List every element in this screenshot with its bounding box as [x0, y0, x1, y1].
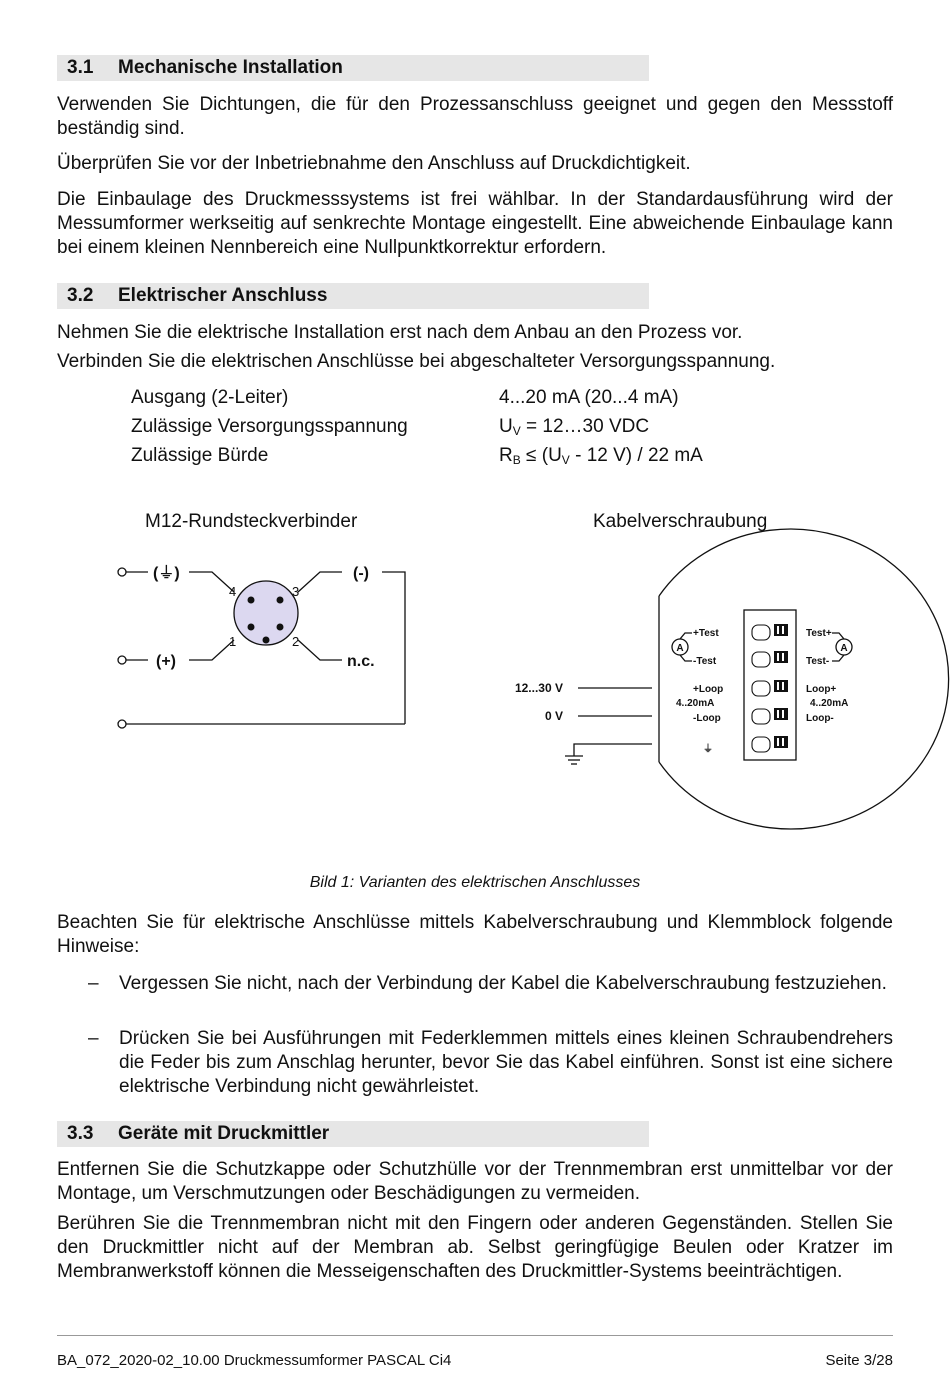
- paragraph: Verwenden Sie Dichtungen, die für den Prozessanschluss geeignet und gegen den Messstoff beständig sind.: [57, 94, 893, 139]
- pin-label-minus: (-): [353, 565, 369, 582]
- paragraph: Beachten Sie für elektrische Anschlüsse mittels Kabelverschraubung und Klemmblock folgende Hinweise:: [57, 912, 893, 957]
- pin-number: 4: [229, 584, 237, 599]
- section-number: 3.2: [67, 285, 94, 306]
- footer-divider: [57, 1335, 893, 1336]
- figure-caption-left: M12-Rundsteckverbinder: [145, 511, 358, 532]
- pin-label-plus: (+): [156, 653, 176, 670]
- terminal-dot: [118, 656, 126, 664]
- pin-number: 3: [292, 584, 300, 599]
- terminal-label: Loop-: [806, 713, 834, 724]
- footer-doc: BA_072_2020-02_10.00 Druckmessumformer PASCAL Ci4: [57, 1352, 452, 1369]
- paragraph: Die Einbaulage des Druckmesssystems ist frei wählbar. In der Standardausführung wird der Messumformer werkseitig auf senkrechte Montage eingestellt. Eine abweichende Einbaulage kann bei einem kleinen Nennbereich eine Nullpunktkorrektur erfordern.: [57, 189, 893, 258]
- figure-caption-right: Kabelverschraubung: [593, 511, 768, 532]
- paragraph: Nehmen Sie die elektrische Installation erst nach dem Anbau an den Prozess vor.: [57, 322, 743, 343]
- terminal-label: +Loop: [693, 684, 724, 695]
- housing-outline: [659, 529, 949, 829]
- terminal-dot: [118, 568, 126, 576]
- spec-value: $U_V$ = 12…30 VDC: [499, 416, 650, 438]
- terminal-label: 4..20mA: [676, 698, 715, 709]
- pin-number: 2: [292, 634, 300, 649]
- spec-label: Ausgang (2-Leiter): [131, 387, 289, 408]
- paragraph: Verbinden Sie die elektrischen Anschlüsse bei abgeschalteter Versorgungsspannung.: [57, 351, 776, 372]
- section-number: 3.3: [67, 1123, 94, 1144]
- terminal-label: Test-: [806, 656, 830, 667]
- pin-label-earth: (⏚): [153, 565, 180, 582]
- m12-connector: [234, 581, 298, 645]
- ammeter-label: A: [676, 643, 684, 654]
- section-title: Elektrischer Anschluss: [118, 285, 328, 306]
- pin-label-nc: n.c.: [347, 653, 375, 670]
- voltage-label: 0 V: [544, 709, 563, 723]
- footer-page: Seite 3/28: [825, 1352, 893, 1369]
- terminal-label: -Test: [693, 656, 717, 667]
- terminal-dot: [118, 720, 126, 728]
- section-title: Geräte mit Druckmittler: [118, 1123, 330, 1144]
- section-heading-3-3: [57, 1121, 649, 1147]
- ammeter-label: A: [840, 643, 848, 654]
- voltage-label: 12...30 V: [514, 681, 563, 695]
- spec-label: Zulässige Versorgungsspannung: [131, 416, 408, 437]
- terminal-label: Loop+: [806, 684, 837, 695]
- terminal-label: Test+: [806, 628, 832, 639]
- paragraph: Entfernen Sie die Schutzkappe oder Schutzhülle vor der Trennmembran erst unmittelbar vor der Montage, um Verschmutzungen oder Beschädigungen zu vermeiden.: [57, 1159, 893, 1204]
- terminal-label: -Loop: [693, 713, 721, 724]
- terminal-label: +Test: [693, 628, 719, 639]
- pin-number: 1: [229, 634, 237, 649]
- figure-caption: Bild 1: Varianten des elektrischen Anschlusses: [309, 874, 641, 891]
- paragraph: Überprüfen Sie vor der Inbetriebnahme den Anschluss auf Druckdichtigkeit.: [57, 153, 691, 174]
- spec-value: 4...20 mA (20...4 mA): [499, 387, 679, 408]
- spec-label: Zulässige Bürde: [131, 445, 269, 466]
- earth-symbol: ⏚: [703, 744, 713, 755]
- section-number: 3.1: [67, 57, 94, 78]
- section-title: Mechanische Installation: [118, 57, 343, 78]
- terminal-label: 4..20mA: [810, 698, 849, 709]
- spec-value: $R_B \le (U_V - 12$ V) / 22 mA: [499, 445, 703, 467]
- paragraph: Berühren Sie die Trennmembran nicht mit den Fingern oder anderen Gegenständen. Stellen Sie den Druckmittler nicht auf der Membran ab. Selbst geringfügige Beulen oder Kratzer im Membranwerkstoff können die Messeigenschaften des Druckmittler-Systems beeinträchtigen.: [57, 1213, 893, 1282]
